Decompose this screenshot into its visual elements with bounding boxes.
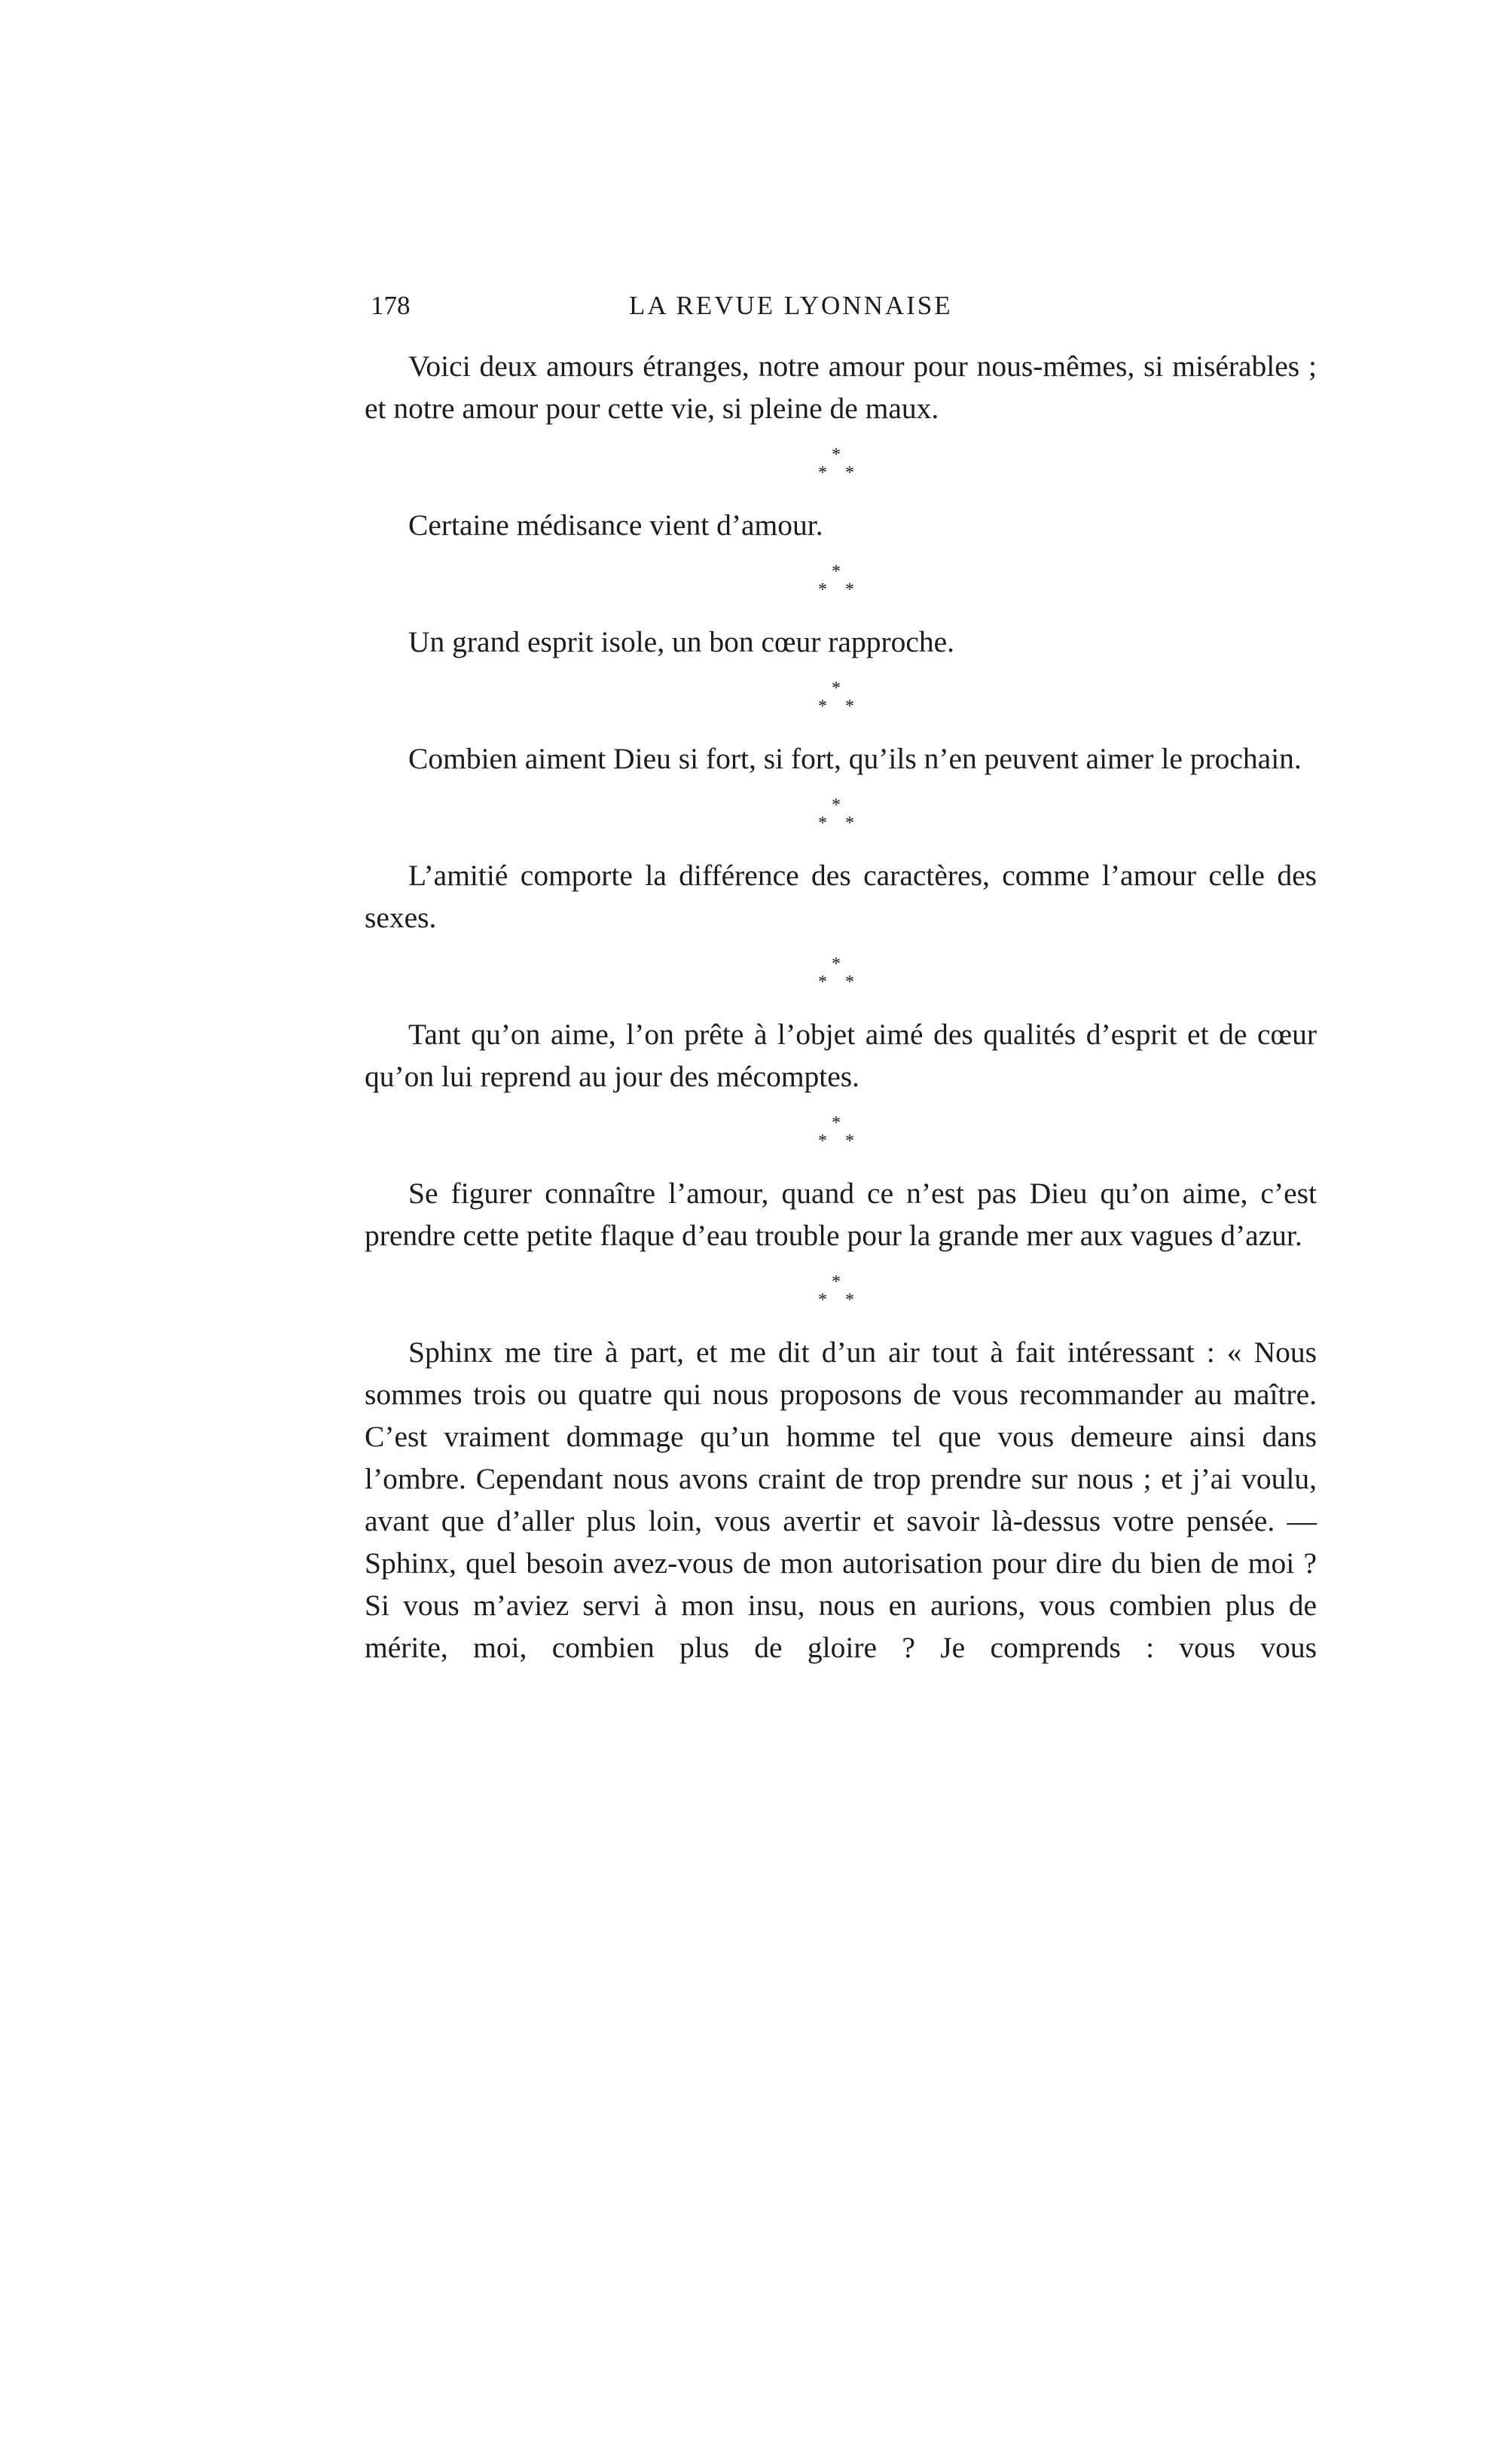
asterisk-icon: * — [818, 697, 827, 716]
maxim-paragraph: Un grand esprit isole, un bon cœur rapproche. — [408, 625, 955, 658]
asterisk-icon: * — [818, 580, 827, 600]
maxim-paragraph: L’amitié comporte la différence des caractères, comme l’amour celle des sexes. — [365, 859, 1317, 934]
asterisk-icon: * — [845, 972, 854, 992]
asterisk-icon: * — [845, 580, 854, 600]
maxim-paragraph: Certaine médisance vient d’amour. — [408, 508, 823, 542]
asterism-separator — [365, 954, 1317, 996]
running-title: LA REVUE LYONNAISE — [629, 291, 953, 320]
asterism-separator — [365, 561, 1317, 603]
anecdote-paragraph: Sphinx me tire à part, et me dit d’un air tout à fait intéressant : « Nous sommes trois ou quatre qui nous proposons de vous recommander au maître. C’est vraiment dommage qu’un homme tel que vous demeure ainsi dans l’ombre. Cependant nous avons craint de trop prendre sur nous ; et j’ai voulu, avant que d’aller plus loin, vous avertir et savoir là-dessus votre pensée. — Sphinx, quel besoin avez-vous de mon autorisation pour dire du bien de moi ? Si vous m’aviez servi à mon insu, nous en aurions, vous combien plus de mérite, moi, combien plus de gloire ? Je comprends : vous vous — [365, 1336, 1317, 1664]
asterism-separator — [365, 678, 1317, 720]
maxim-paragraph: Se figurer connaître l’amour, quand ce n’est pas Dieu qu’on aime, c’est prendre cette petite flaque d’eau trouble pour la grande mer aux vagues d’azur. — [365, 1177, 1317, 1252]
maxim-paragraph: Combien aiment Dieu si fort, si fort, qu’ils n’en peuvent aimer le prochain. — [408, 742, 1302, 775]
asterisk-icon: * — [818, 1290, 827, 1310]
asterisk-icon: * — [832, 445, 841, 465]
asterisk-icon: * — [818, 814, 827, 833]
asterisk-icon: * — [818, 1131, 827, 1151]
maxim-paragraph: Voici deux amours étranges, notre amour pour nous-mêmes, si misérables ; et notre amour pour cette vie, si pleine de maux. — [365, 350, 1317, 425]
page-number: 178 — [371, 291, 411, 320]
asterism-separator — [365, 444, 1317, 487]
asterisk-icon: * — [832, 795, 841, 815]
asterisk-icon: * — [845, 463, 854, 483]
asterisk-icon: * — [832, 679, 841, 698]
asterisk-icon: * — [845, 1131, 854, 1151]
asterisk-icon: * — [832, 562, 841, 582]
asterisk-icon: * — [832, 1272, 841, 1292]
asterisk-icon: * — [818, 972, 827, 992]
maxim-paragraph: Tant qu’on aime, l’on prête à l’objet aimé des qualités d’esprit et de cœur qu’on lui reprend au jour des mécomptes. — [365, 1018, 1317, 1093]
asterisk-icon: * — [832, 954, 841, 974]
asterisk-icon: * — [845, 814, 854, 833]
asterisk-icon: * — [832, 1113, 841, 1133]
asterisk-icon: * — [845, 1290, 854, 1310]
asterism-separator — [365, 795, 1317, 837]
asterism-separator — [365, 1272, 1317, 1314]
page-header — [371, 291, 1326, 336]
asterism-separator — [365, 1113, 1317, 1155]
asterisk-icon: * — [818, 463, 827, 483]
body-text — [365, 345, 1317, 1669]
asterisk-icon: * — [845, 697, 854, 716]
